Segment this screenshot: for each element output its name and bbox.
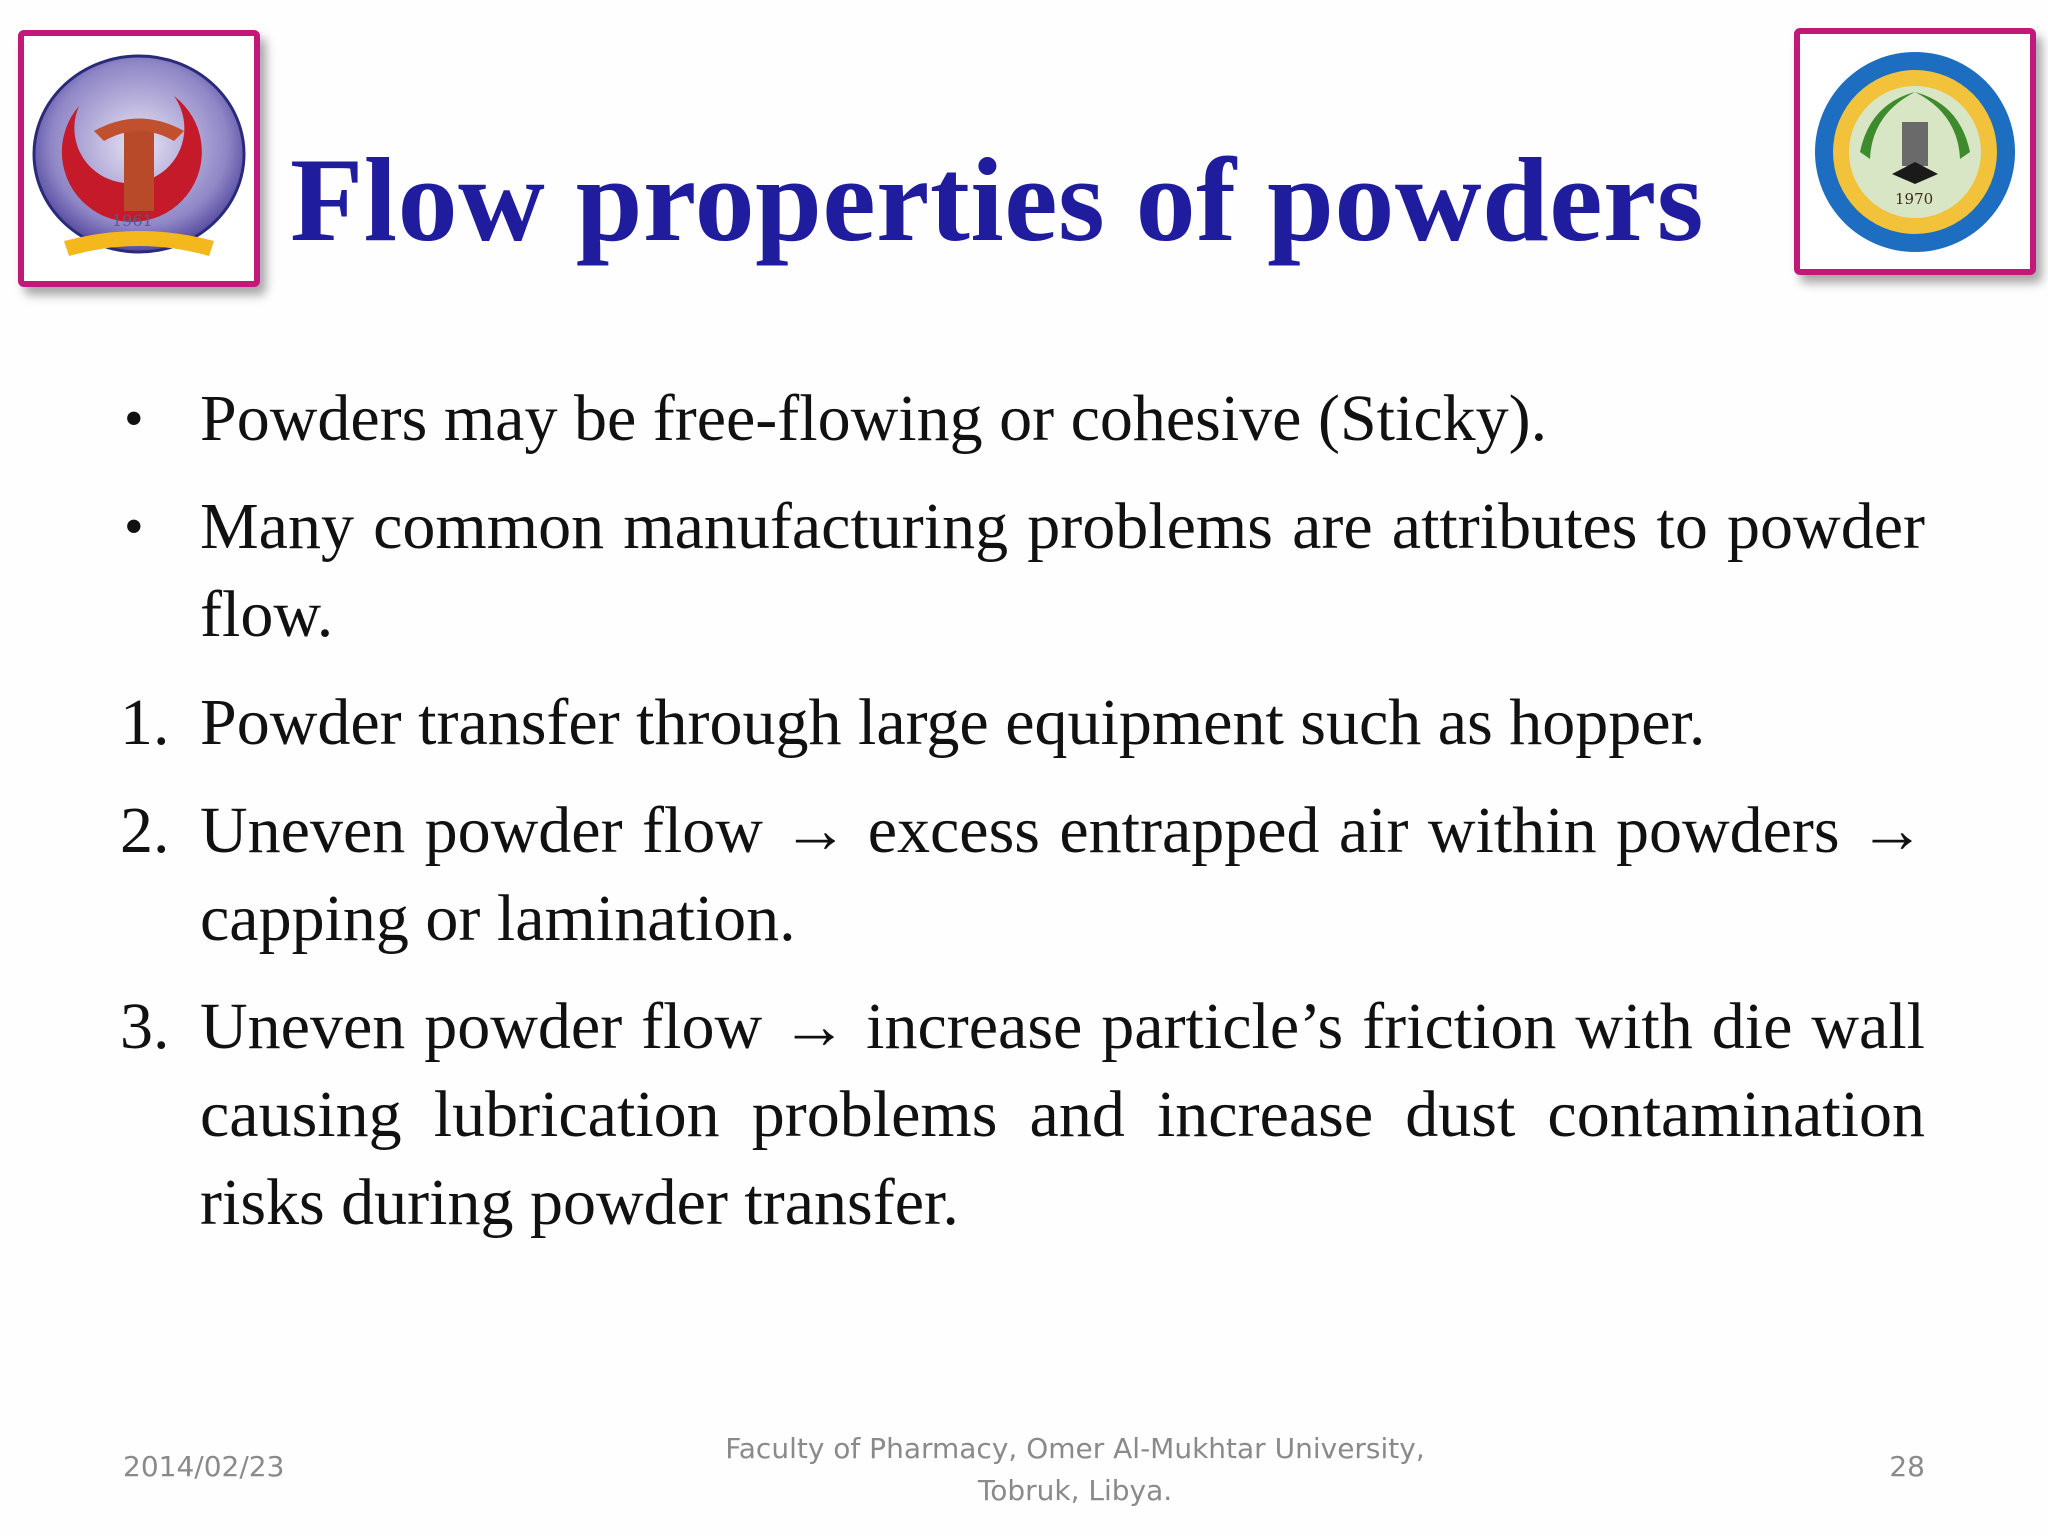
bullet-marker: • — [124, 388, 144, 450]
right-logo-year: 1970 — [1895, 190, 1934, 208]
footer-date: 2014/02/23 — [123, 1450, 285, 1483]
faculty-emblem-icon — [24, 36, 254, 281]
list-item — [120, 787, 1925, 963]
list-item-text: Uneven powder flow → excess entrapped air within powders → capping or lamination. — [200, 794, 1925, 955]
list-item-text: Uneven powder flow → increase particle’s friction with die wall causing lubrication problems and increase dust contamination risks during powder transfer. — [200, 990, 1925, 1239]
footer-institution-line2: Tobruk, Libya. — [977, 1474, 1173, 1507]
bullet-marker: • — [124, 496, 144, 558]
number-marker: 1. — [120, 686, 170, 759]
slide-title: Flow properties of powders — [290, 133, 1704, 266]
list-item — [120, 375, 1925, 463]
left-logo-year: 1961 — [112, 211, 153, 230]
list-item — [120, 483, 1925, 659]
list-item — [120, 983, 1925, 1247]
list-item-text: Powder transfer through large equipment such as hopper. — [200, 686, 1706, 759]
university-seal-icon — [1800, 34, 2030, 269]
faculty-logo — [18, 30, 260, 287]
number-marker: 3. — [120, 990, 170, 1063]
list-item-text: Many common manufacturing problems are attributes to powder flow. — [200, 490, 1925, 651]
footer-institution — [690, 1428, 1460, 1512]
slide-body — [120, 375, 1925, 1267]
university-logo — [1794, 28, 2036, 275]
page-number: 28 — [1889, 1450, 1925, 1483]
list-item — [120, 679, 1925, 767]
list-item-text: Powders may be free-flowing or cohesive (Sticky). — [200, 382, 1548, 455]
number-marker: 2. — [120, 794, 170, 867]
footer-institution-line1: Faculty of Pharmacy, Omer Al-Mukhtar University, — [725, 1432, 1425, 1465]
